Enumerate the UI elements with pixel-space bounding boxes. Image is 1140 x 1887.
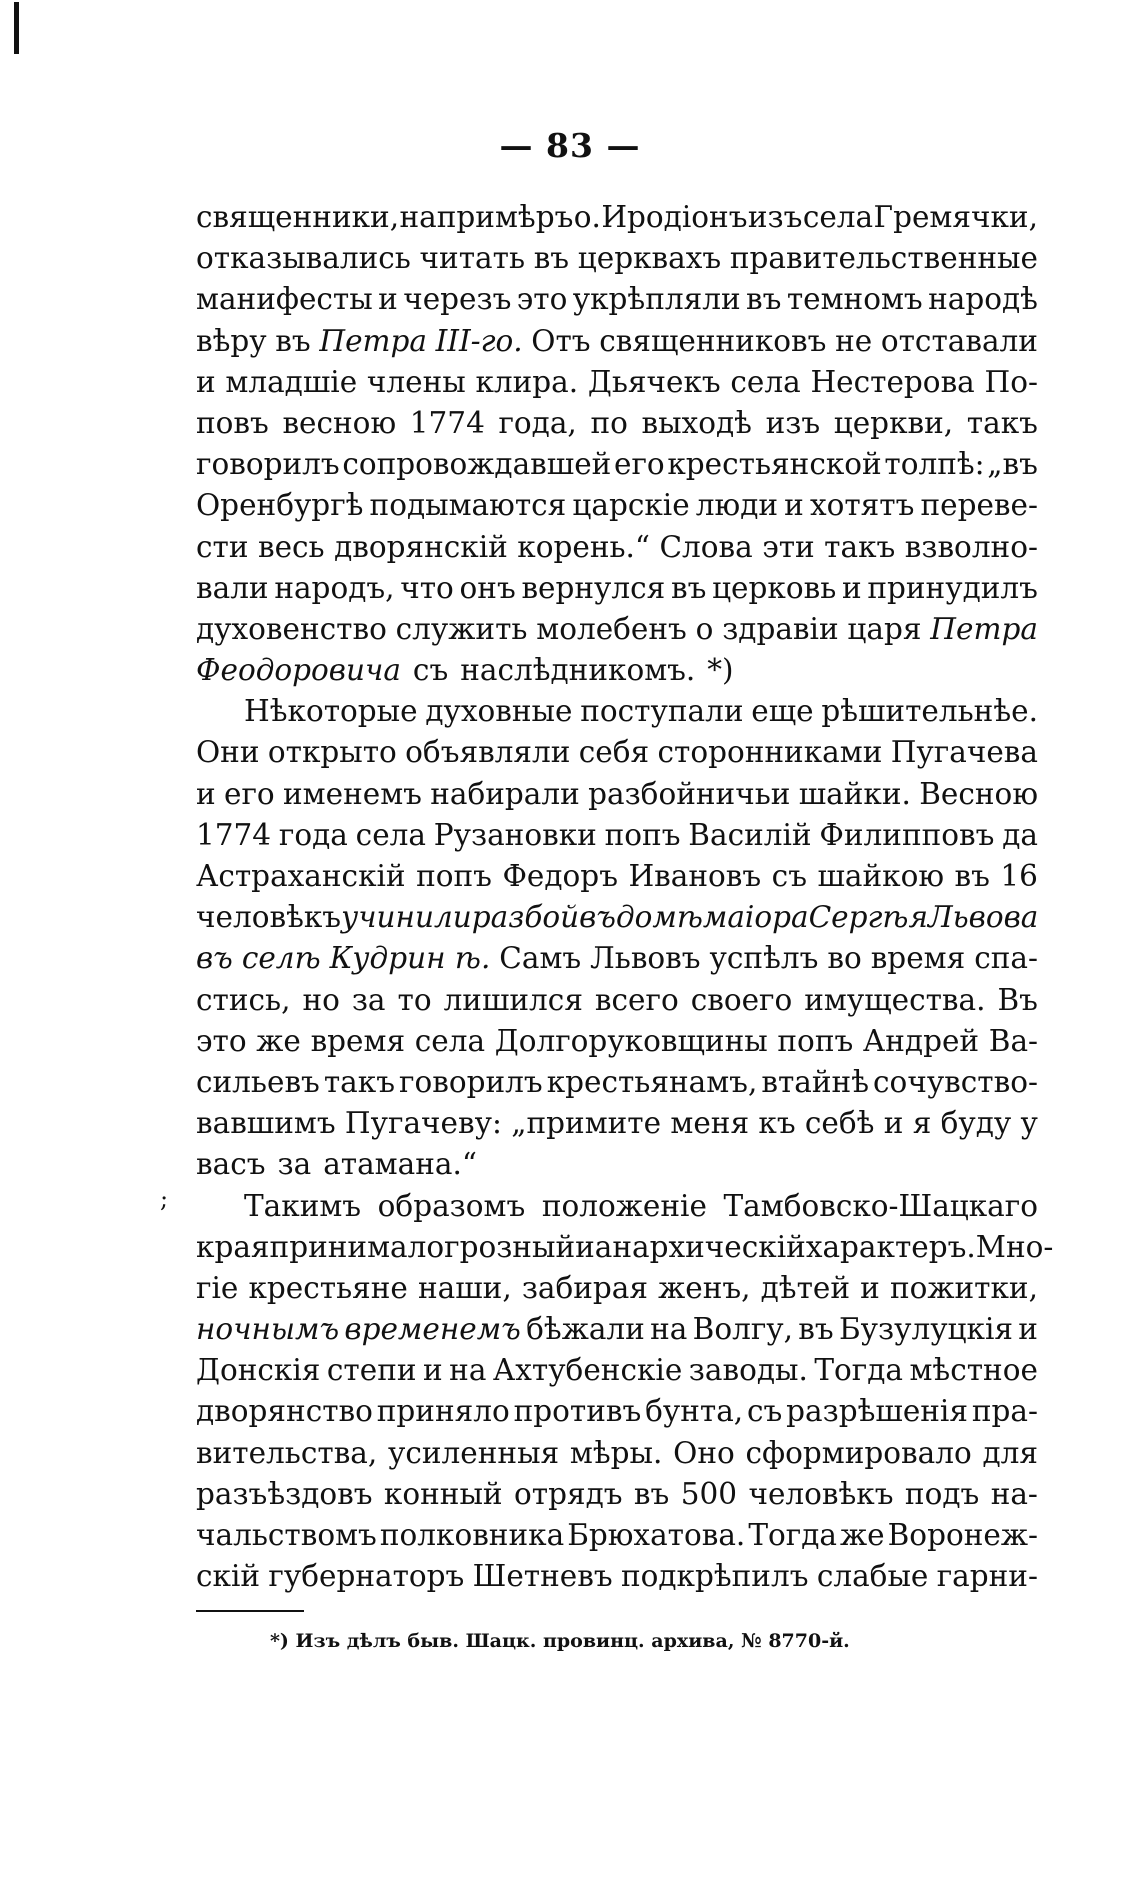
- word: чальствомъ: [196, 1518, 377, 1552]
- word: духовные: [425, 694, 573, 729]
- word: края: [196, 1229, 270, 1264]
- word: же: [840, 1518, 885, 1552]
- word: гіе: [196, 1270, 239, 1305]
- word: характеръ.: [805, 1229, 976, 1264]
- word: крестьяне: [248, 1270, 408, 1305]
- word: съ: [412, 653, 449, 688]
- word: священники,: [196, 200, 400, 234]
- text-line: [196, 732, 1038, 773]
- word: рѣшительнѣе.: [821, 694, 1038, 729]
- word: себя: [578, 735, 650, 770]
- word: Брюхатова.: [567, 1518, 746, 1552]
- word: говорилъ: [399, 1064, 543, 1099]
- word: степи: [326, 1353, 417, 1388]
- word: Долгоруковщины: [494, 1023, 768, 1058]
- word: и: [575, 1229, 595, 1264]
- word: шайки.: [798, 776, 911, 811]
- word: толпѣ:: [884, 447, 985, 482]
- word: полковника: [379, 1518, 565, 1552]
- word: изъ: [765, 405, 821, 440]
- word: въ: [533, 241, 570, 276]
- word: Андрей: [862, 1023, 980, 1058]
- word: пожитки,: [889, 1270, 1038, 1305]
- text-line: [196, 1268, 1038, 1309]
- text-line: [196, 1391, 1038, 1432]
- word: клира.: [475, 364, 579, 399]
- text-line: [196, 609, 1038, 650]
- word: эти: [762, 529, 815, 564]
- word: Астраханскій: [196, 859, 406, 893]
- word: онъ: [459, 570, 516, 605]
- word: бунта,: [645, 1394, 744, 1429]
- text-line: [196, 403, 1038, 444]
- word: попъ: [604, 817, 681, 852]
- text-line: [196, 1227, 1054, 1268]
- word: наши,: [418, 1270, 512, 1305]
- word: слабые: [816, 1559, 929, 1594]
- word: села: [355, 817, 426, 852]
- word: о: [695, 611, 714, 646]
- text-line: [196, 197, 1038, 238]
- word: священниковъ: [599, 323, 827, 358]
- word: села: [802, 200, 874, 234]
- word: поступали: [580, 694, 744, 729]
- text-line: [196, 485, 1038, 526]
- word: за: [277, 1147, 312, 1182]
- word: учинили: [341, 900, 472, 935]
- word: и: [1018, 1312, 1038, 1347]
- text-line: [196, 568, 1038, 609]
- word: Иродіонъ: [601, 200, 748, 234]
- text-line: [196, 650, 1038, 691]
- word: Въ: [997, 982, 1038, 1017]
- text-line: [196, 444, 1038, 485]
- word: втайнѣ: [761, 1064, 869, 1099]
- text-line: [196, 362, 1038, 403]
- word: конный: [383, 1476, 503, 1511]
- word: же: [256, 1023, 301, 1058]
- word: 1774: [409, 405, 485, 440]
- word: укрѣпляли: [572, 282, 741, 317]
- word: вавшимъ: [196, 1106, 336, 1141]
- word: члены: [366, 364, 466, 399]
- word: Тогда: [814, 1353, 903, 1388]
- word: правительственные: [729, 241, 1038, 276]
- word: темномъ: [786, 282, 923, 317]
- word: мѣры.: [569, 1435, 663, 1470]
- word: народъ,: [274, 570, 395, 605]
- word: въ: [798, 1312, 834, 1347]
- word: крестьянамъ,: [546, 1064, 758, 1099]
- word: служить: [395, 611, 528, 646]
- word: Филипповъ: [819, 817, 995, 852]
- word: Такимъ: [244, 1188, 362, 1223]
- word: Весною: [919, 776, 1038, 811]
- word: стись,: [196, 982, 291, 1017]
- word: человѣкъ: [748, 1476, 894, 1511]
- word: себѣ: [804, 1106, 875, 1141]
- word: забирая: [521, 1270, 649, 1305]
- word: говорилъ: [196, 447, 340, 482]
- word: во: [827, 941, 862, 976]
- word: мѣстное: [909, 1353, 1038, 1388]
- word: села: [414, 1023, 486, 1058]
- word: дѣтей: [760, 1270, 851, 1305]
- word: такъ: [824, 529, 896, 564]
- word: за: [351, 982, 386, 1017]
- word: его: [614, 447, 665, 482]
- word: васъ: [196, 1147, 266, 1182]
- word: *): [707, 653, 734, 688]
- word: манифесты: [196, 282, 373, 317]
- word: съ: [771, 859, 807, 893]
- word: у: [1020, 1106, 1038, 1141]
- word: Феодоровича: [196, 653, 401, 688]
- word: время: [870, 941, 966, 976]
- word: разрѣшенія: [786, 1394, 968, 1429]
- word: Они: [196, 735, 260, 770]
- word: еще: [751, 694, 814, 729]
- word: весь: [257, 529, 325, 564]
- word: Дьячекъ: [587, 364, 721, 399]
- word: усиленныя: [388, 1435, 560, 1470]
- word: „примите: [511, 1106, 662, 1141]
- word: духовенство: [196, 611, 387, 646]
- word: въ: [670, 570, 707, 605]
- word: человѣкъ: [196, 900, 342, 935]
- text-line: [196, 1515, 1038, 1556]
- word: дворянство: [196, 1394, 373, 1429]
- word: дворянскій: [334, 529, 508, 564]
- word: весною: [282, 405, 397, 440]
- word: церковь: [712, 570, 837, 605]
- word: анархическій: [594, 1229, 806, 1264]
- word: Отъ: [531, 323, 591, 358]
- word: Слова: [659, 529, 753, 564]
- word: на-: [990, 1476, 1038, 1511]
- word: сторонниками: [657, 735, 883, 770]
- word: и: [841, 570, 862, 605]
- word: въ: [579, 900, 616, 935]
- word: III-го.: [435, 323, 523, 358]
- word: спа-: [974, 941, 1038, 976]
- word: положеніе: [541, 1188, 707, 1223]
- word: временемъ: [344, 1312, 521, 1347]
- word: именемъ: [283, 776, 422, 811]
- word: 500: [680, 1476, 738, 1511]
- word: Львовъ: [590, 941, 701, 976]
- word: и: [784, 488, 804, 523]
- word: подкрѣпилъ: [620, 1559, 809, 1594]
- word: черезъ: [403, 282, 512, 317]
- word: Мно-: [975, 1229, 1054, 1264]
- word: приняло: [376, 1394, 510, 1429]
- word: Пугачеву:: [344, 1106, 502, 1141]
- margin-mark: ;: [160, 1185, 169, 1213]
- word: время: [310, 1023, 406, 1058]
- word: подъ: [904, 1476, 980, 1511]
- text-line: [196, 1021, 1038, 1062]
- word: Ахтубенскіе: [492, 1353, 683, 1388]
- word: Петра: [930, 611, 1038, 646]
- word: это: [516, 282, 568, 317]
- word: разбойничьи: [588, 776, 791, 811]
- word: своего: [690, 982, 793, 1017]
- word: женъ,: [658, 1270, 751, 1305]
- text-line: [196, 1433, 1038, 1474]
- word: то: [397, 982, 432, 1017]
- word: Бузулуцкія: [838, 1312, 1014, 1347]
- word: грозный: [444, 1229, 576, 1264]
- word: шайкою: [817, 859, 945, 893]
- word: я: [912, 1106, 932, 1141]
- word: Волгу,: [692, 1312, 794, 1347]
- word: Гремячки,: [873, 200, 1038, 234]
- word: въ: [275, 323, 311, 358]
- text-line: [196, 1350, 1038, 1391]
- word: буду: [940, 1106, 1012, 1141]
- word: его: [224, 776, 275, 811]
- word: Рузановки: [433, 817, 597, 852]
- word: съ: [747, 1394, 783, 1429]
- word: это: [196, 1023, 247, 1058]
- word: вѣру: [196, 323, 267, 358]
- word: и: [196, 364, 216, 399]
- word: вернулся: [521, 570, 666, 605]
- word: церкви,: [833, 405, 954, 440]
- word: пра-: [971, 1394, 1038, 1429]
- word: переве-: [920, 488, 1038, 523]
- word: младшіе: [225, 364, 358, 399]
- page-edge-mark: [14, 2, 19, 54]
- text-line: [196, 279, 1038, 320]
- word: принудилъ: [867, 570, 1038, 605]
- word: напримѣръ: [399, 200, 574, 234]
- word: Сергѣя: [808, 900, 928, 935]
- word: Нѣкоторые: [244, 694, 418, 729]
- word: селѣ: [241, 941, 321, 976]
- word: Петра: [319, 323, 427, 358]
- word: для: [982, 1435, 1038, 1470]
- word: Нестерова: [810, 364, 975, 399]
- text-line: [196, 527, 1038, 568]
- word: такъ: [966, 405, 1038, 440]
- body-text: [196, 197, 1054, 1597]
- word: въ: [196, 941, 233, 976]
- word: вительства,: [196, 1435, 378, 1470]
- word: губернаторъ: [268, 1559, 465, 1594]
- word: объявляли: [405, 735, 571, 770]
- word: церквахъ: [577, 241, 722, 276]
- word: разбой: [471, 900, 580, 935]
- word: Пугачева: [890, 735, 1038, 770]
- word: Самъ: [499, 941, 582, 976]
- text-line: [196, 1309, 1038, 1350]
- word: корень.“: [517, 529, 651, 564]
- word: Федоръ: [502, 859, 618, 893]
- word: меня: [670, 1106, 750, 1141]
- word: заводы.: [688, 1353, 808, 1388]
- word: Тамбовско-Шацкаго: [723, 1188, 1038, 1223]
- word: да: [1002, 817, 1038, 852]
- text-line: [196, 238, 1038, 279]
- word: народѣ: [928, 282, 1038, 317]
- word: о.: [573, 200, 601, 234]
- word: отставали: [880, 323, 1038, 358]
- word: года,: [498, 405, 577, 440]
- word: выходѣ: [641, 405, 752, 440]
- word: такъ: [323, 1064, 395, 1099]
- word: на: [650, 1312, 688, 1347]
- word: и: [883, 1106, 904, 1141]
- word: По-: [984, 364, 1038, 399]
- word: и: [378, 282, 398, 317]
- word: бѣжали: [526, 1312, 645, 1347]
- text-line: [196, 1186, 1038, 1227]
- word: имущества.: [804, 982, 986, 1017]
- word: Донскія: [196, 1353, 321, 1388]
- word: попъ: [777, 1023, 854, 1058]
- text-line: [196, 938, 1038, 979]
- word: ночнымъ: [196, 1312, 340, 1347]
- word: отказывались: [196, 241, 411, 276]
- word: 16: [1000, 859, 1038, 893]
- word: противъ: [513, 1394, 642, 1429]
- word: атамана.“: [323, 1147, 477, 1182]
- word: села: [730, 364, 801, 399]
- word: Львова: [928, 900, 1039, 935]
- word: царскіе: [572, 488, 690, 523]
- word: и: [860, 1270, 880, 1305]
- word: въ: [746, 282, 782, 317]
- word: изъ: [747, 200, 803, 234]
- word: сти: [196, 529, 249, 564]
- word: Ва-: [988, 1023, 1038, 1058]
- word: вали: [196, 570, 269, 605]
- text-line: [196, 897, 1038, 938]
- word: принимало: [269, 1229, 445, 1264]
- word: къ: [758, 1106, 796, 1141]
- page-number: — 83 —: [499, 126, 641, 165]
- word: отрядъ: [514, 1476, 623, 1511]
- word: Оно: [673, 1435, 735, 1470]
- word: гарни-: [936, 1559, 1038, 1594]
- text-line: [196, 774, 1038, 815]
- word: не: [835, 323, 873, 358]
- text-line: [196, 1144, 1038, 1185]
- text-line: [196, 1062, 1038, 1103]
- footnote: *) Изъ дѣлъ быв. Шацк. провинц. архива, № 8770-й.: [270, 1630, 850, 1652]
- word: маіора: [702, 900, 809, 935]
- word: въ: [633, 1476, 670, 1511]
- word: 1774: [196, 817, 272, 852]
- word: здравіи: [722, 611, 839, 646]
- word: сформировало: [745, 1435, 972, 1470]
- word: хотятъ: [809, 488, 915, 523]
- word: но: [302, 982, 340, 1017]
- word: Василій: [688, 817, 812, 852]
- word: сочувство-: [873, 1064, 1038, 1099]
- word: Ивановъ: [628, 859, 762, 893]
- word: всего: [594, 982, 679, 1017]
- word: домѣ: [615, 900, 703, 935]
- word: Воронеж-: [887, 1518, 1038, 1552]
- word: лишился: [443, 982, 583, 1017]
- word: и: [423, 1353, 443, 1388]
- word: Оренбургѣ: [196, 488, 364, 523]
- word: на: [449, 1353, 487, 1388]
- word: наслѣдникомъ.: [460, 653, 696, 688]
- text-line: [196, 321, 1038, 362]
- word: читать: [419, 241, 526, 276]
- word: открыто: [267, 735, 397, 770]
- word: царя: [847, 611, 922, 646]
- word: повъ: [196, 405, 269, 440]
- text-line: [196, 980, 1038, 1021]
- word: въ: [954, 859, 990, 893]
- word: Тогда: [748, 1518, 837, 1552]
- word: люди: [695, 488, 779, 523]
- word: и: [196, 776, 216, 811]
- word: что: [400, 570, 454, 605]
- word: по: [590, 405, 628, 440]
- word: набирали: [430, 776, 580, 811]
- text-line: [196, 856, 1038, 897]
- word: попъ: [416, 859, 492, 893]
- text-line: [196, 1103, 1038, 1144]
- footnote-rule: [196, 1610, 304, 1612]
- word: сильевъ: [196, 1064, 320, 1099]
- text-line: [196, 691, 1038, 732]
- word: сопровождавшей: [342, 447, 612, 482]
- word: Шетневъ: [472, 1559, 613, 1594]
- text-line: [196, 1474, 1038, 1515]
- word: крестьянской: [667, 447, 882, 482]
- word: успѣлъ: [709, 941, 819, 976]
- word: „въ: [987, 447, 1038, 482]
- word: взволно-: [904, 529, 1038, 564]
- text-line: [196, 1556, 1038, 1597]
- word: года: [278, 817, 348, 852]
- text-line: [196, 815, 1038, 856]
- word: скій: [196, 1559, 261, 1594]
- word: молебенъ: [536, 611, 687, 646]
- word: Кудрин ѣ.: [329, 941, 491, 976]
- word: разъѣздовъ: [196, 1476, 373, 1511]
- word: подымаются: [369, 488, 567, 523]
- word: образомъ: [377, 1188, 526, 1223]
